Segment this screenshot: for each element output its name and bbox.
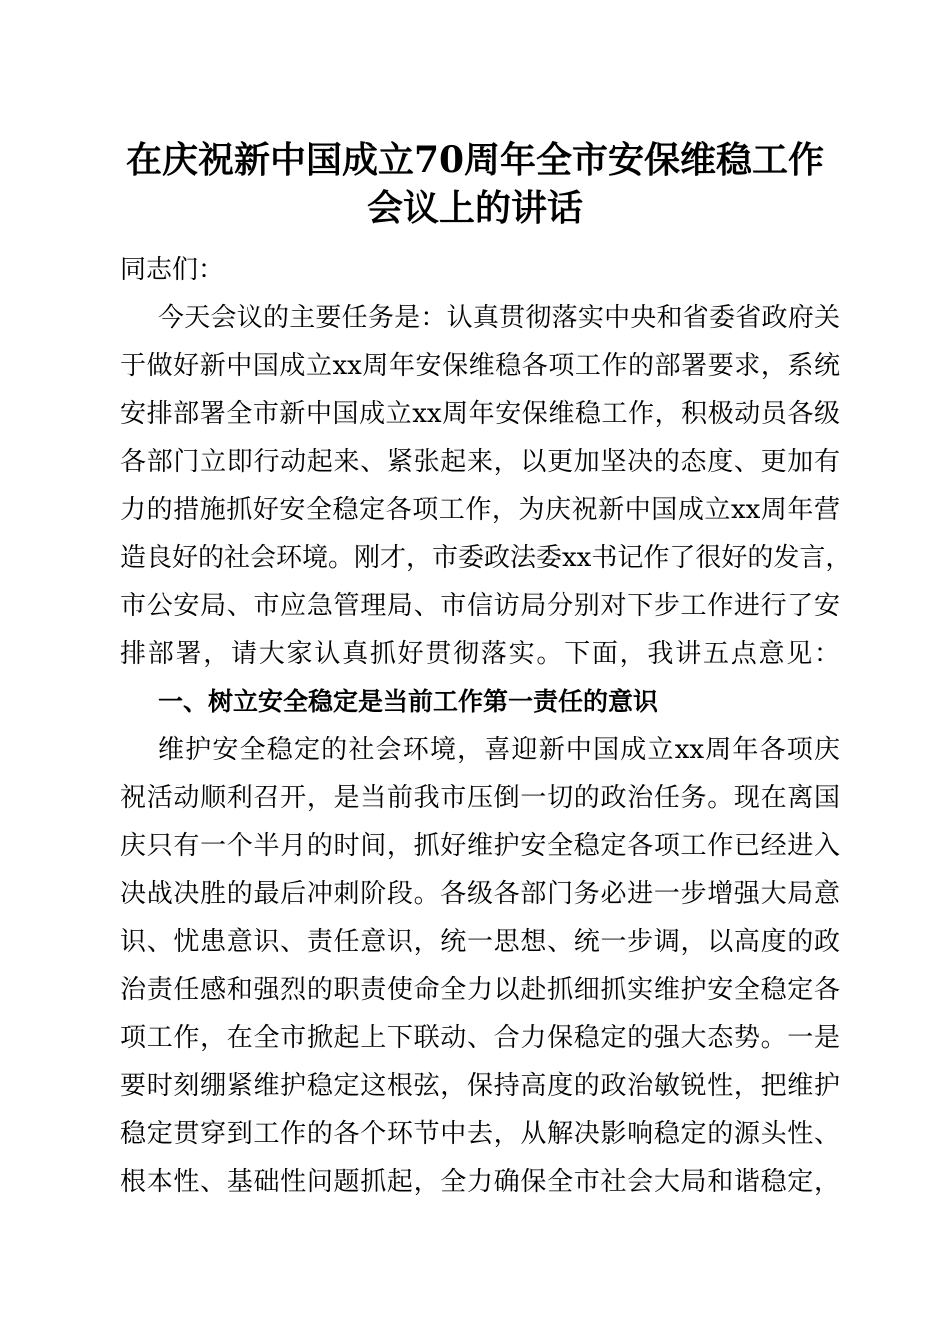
text-line: 造良好的社会环境。刚才，市委政法委xx书记作了很好的发言， xyxy=(120,543,852,573)
text-line: 维护安全稳定的社会环境，喜迎新中国成立xx周年各项庆 xyxy=(158,735,840,765)
section-heading: 一、树立安全稳定是当前工作第一责任的意识 xyxy=(158,687,659,716)
text-line: 要时刻绷紧维护稳定这根弦，保持高度的政治敏锐性，把维护 xyxy=(120,1071,840,1101)
text-line: 于做好新中国成立xx周年安保维稳各项工作的部署要求，系统 xyxy=(120,351,840,381)
text-line: 治责任感和强烈的职责使命全力以赴抓细抓实维护安全稳定各 xyxy=(120,975,840,1005)
text-line: 识、忧患意识、责任意识，统一思想、统一步调，以高度的政 xyxy=(120,927,840,957)
text-line: 稳定贯穿到工作的各个环节中去，从解决影响稳定的源头性、 xyxy=(120,1119,840,1149)
text-line: 今天会议的主要任务是：认真贯彻落实中央和省委省政府关 xyxy=(158,303,840,333)
paragraph-1 xyxy=(120,294,852,678)
text-line: 决战决胜的最后冲刺阶段。各级各部门务必进一步增强大局意 xyxy=(120,879,840,909)
text-line: 庆只有一个半月的时间，抓好维护安全稳定各项工作已经进入 xyxy=(120,831,840,861)
text-line: 项工作，在全市掀起上下联动、合力保稳定的强大态势。一是 xyxy=(120,1023,840,1053)
text-line: 安排部署全市新中国成立xx周年安保维稳工作，积极动员各级 xyxy=(120,399,840,429)
text-line: 各部门立即行动起来、紧张起来，以更加坚决的态度、更加有 xyxy=(120,447,840,477)
document-title xyxy=(0,136,950,232)
text-line: 排部署，请大家认真抓好贯彻落实。下面，我讲五点意见： xyxy=(120,639,840,669)
document-body xyxy=(120,246,852,1206)
text-line: 市公安局、市应急管理局、市信访局分别对下步工作进行了安 xyxy=(120,591,840,621)
salutation: 同志们： xyxy=(120,255,225,285)
paragraph-2 xyxy=(120,726,840,1206)
title-line: 在庆祝新中国成立70周年全市安保维稳工作 xyxy=(125,139,825,181)
title-line: 会议上的讲话 xyxy=(366,187,583,229)
text-line: 根本性、基础性问题抓起，全力确保全市社会大局和谐稳定， xyxy=(120,1167,840,1197)
text-line: 祝活动顺利召开，是当前我市压倒一切的政治任务。现在离国 xyxy=(120,783,840,813)
text-line: 力的措施抓好安全稳定各项工作，为庆祝新中国成立xx周年营 xyxy=(120,495,840,525)
